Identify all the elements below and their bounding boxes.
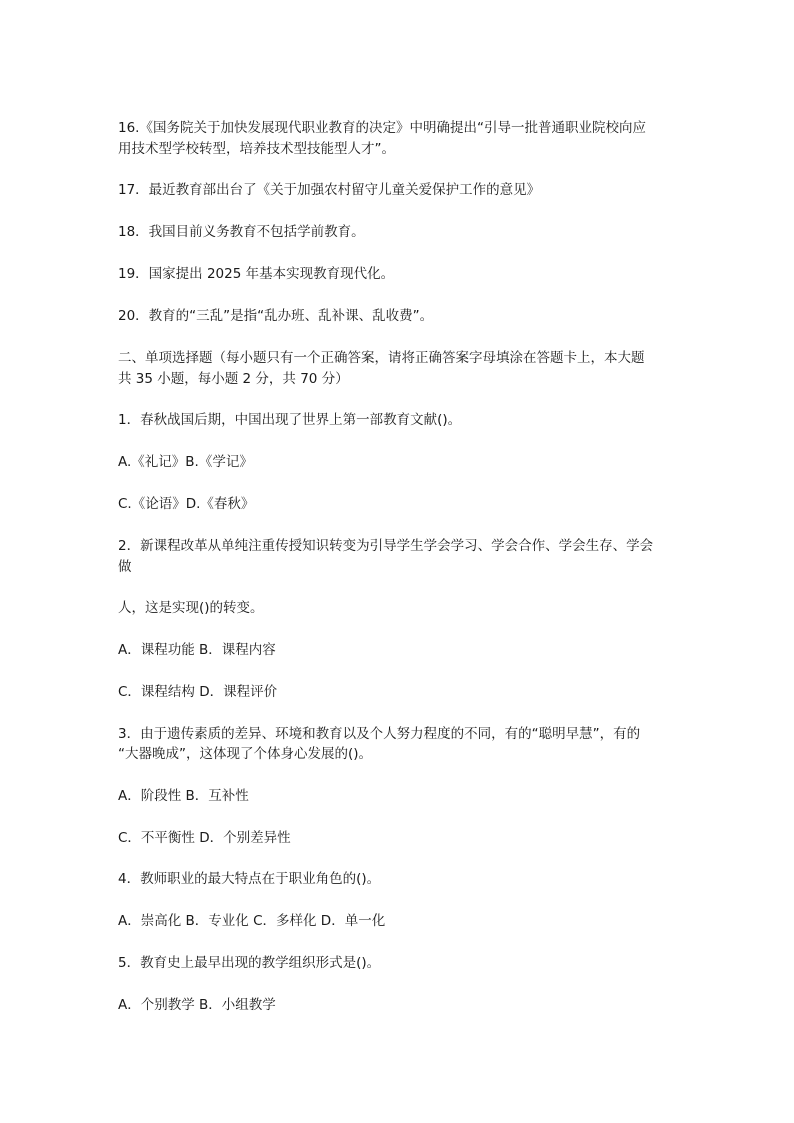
mcq-2-options-ab: A．课程功能 B．课程内容 (118, 642, 276, 658)
section-heading-line-2: 共 35 小题，每小题 2 分，共 70 分） (118, 371, 349, 387)
question-18: 18．我国目前义务教育不包括学前教育。 (118, 224, 365, 240)
mcq-2-stem-line-1: 2．新课程改革从单纯注重传授知识转变为引导学生学会学习、学会合作、学会生存、学会 (118, 538, 654, 554)
question-16-line-2: 用技术型学校转型，培养技术型技能型人才”。 (118, 141, 395, 157)
mcq-3-stem-line-1: 3．由于遗传素质的差异、环境和教育以及个人努力程度的不同，有的“聪明早慧”，有的 (118, 726, 641, 742)
mcq-1-options-ab: A.《礼记》B.《学记》 (118, 454, 253, 470)
mcq-5-options-ab: A．个别教学 B．小组教学 (118, 997, 276, 1013)
question-19: 19．国家提出 2025 年基本实现教育现代化。 (118, 266, 395, 282)
mcq-2-options-cd: C．课程结构 D．课程评价 (118, 684, 278, 700)
mcq-4-options: A．崇高化 B．专业化 C．多样化 D．单一化 (118, 913, 386, 929)
mcq-3-options-cd: C．不平衡性 D．个别差异性 (118, 830, 291, 846)
question-20: 20．教育的“三乱”是指“乱办班、乱补课、乱收费”。 (118, 308, 434, 324)
section-heading-line-1: 二、单项选择题（每小题只有一个正确答案，请将正确答案字母填涂在答题卡上，本大题 (118, 350, 645, 366)
mcq-1-options-cd: C.《论语》D.《春秋》 (118, 496, 255, 512)
question-17: 17．最近教育部出台了《关于加强农村留守儿童关爱保护工作的意见》 (118, 182, 541, 198)
mcq-3-stem-line-2: “大器晚成”，这体现了个体身心发展的()。 (118, 746, 373, 762)
mcq-2-stem-line-3: 人，这是实现()的转变。 (118, 600, 264, 616)
mcq-4-stem: 4．教师职业的最大特点在于职业角色的()。 (118, 871, 381, 887)
question-16-line-1: 16.《国务院关于加快发展现代职业教育的决定》中明确提出“引导一批普通职业院校向应 (118, 120, 646, 136)
mcq-1-stem: 1．春秋战国后期，中国出现了世界上第一部教育文献()。 (118, 412, 462, 428)
mcq-3-options-ab: A．阶段性 B．互补性 (118, 788, 249, 804)
mcq-2-stem-line-2: 做 (118, 559, 132, 575)
mcq-5-stem: 5．教育史上最早出现的教学组织形式是()。 (118, 955, 381, 971)
